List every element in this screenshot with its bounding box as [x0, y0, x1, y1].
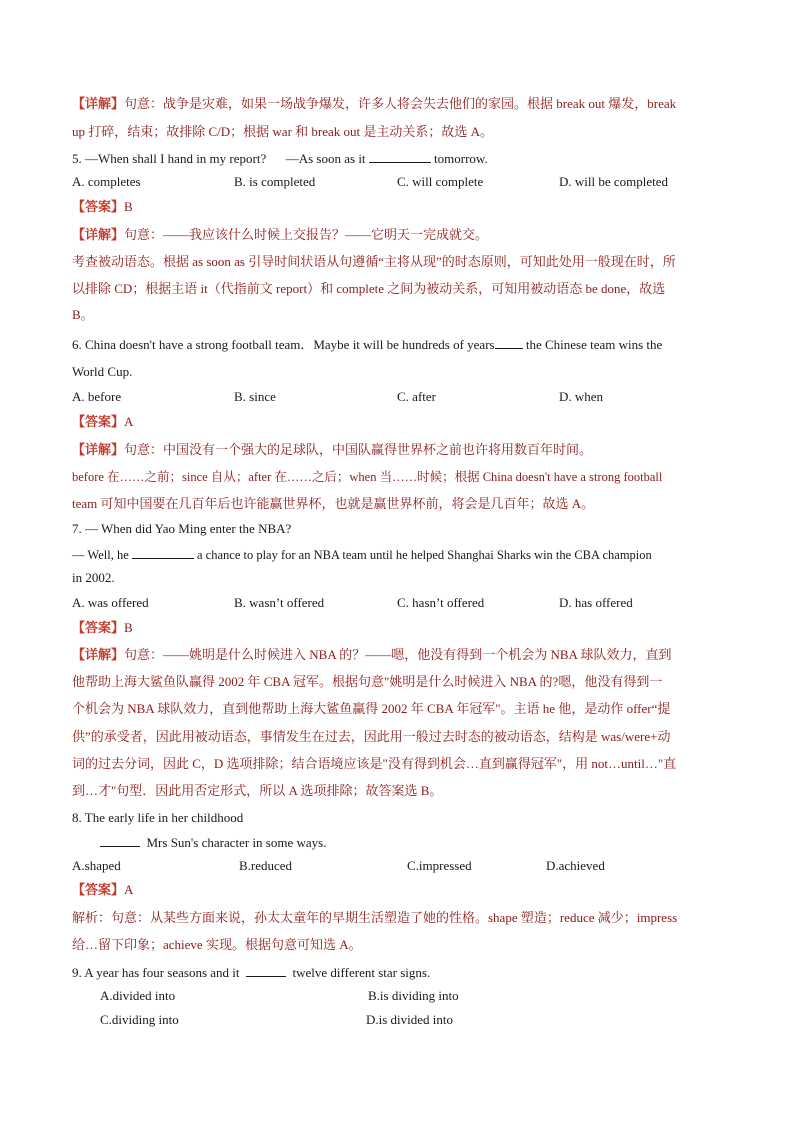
q7-options — [72, 595, 722, 611]
q5-option-b: B. is completed — [234, 174, 316, 189]
q9-option-c: C.dividing into — [100, 1012, 179, 1027]
q9-option-a: A.divided into — [100, 988, 176, 1003]
q7-detail-3: 个机会为 NBA 球队效力，直到他帮助上海大鲨鱼赢得 2002 年 CBA 年冠军"。主语 he 他，是动作 offer“提 — [72, 701, 671, 716]
q5-answer: 【答案】B — [72, 199, 133, 214]
q8-answer: 【答案】A — [72, 882, 134, 897]
q7-stem-1: 7. — When did Yao Ming enter the NBA? — [72, 521, 292, 536]
q8-option-d: D.achieved — [546, 858, 605, 873]
q7-detail-5: 词的过去分词，因此 C，D 选项排除；结合语境应该是"没有得到机会…直到赢得冠军"，用 not…until…"直 — [72, 756, 677, 771]
q6-detail-2: before 在……之前；since 自从；after 在……之后；when 当……时候；根据 China doesn't have a strong football — [72, 470, 663, 484]
detail-tag: 【详解】 — [72, 96, 125, 111]
prev-detail-line-1: 【详解】句意：战争是灾难，如果一场战争爆发，许多人将会失去他们的家园。根据 break out 爆发，break — [72, 96, 677, 111]
q5-option-c: C. will complete — [397, 174, 484, 189]
q8-stem-2: Mrs Sun's character in some ways. — [100, 834, 720, 851]
q6-options — [72, 389, 722, 405]
q8-stem-1: 8. The early life in her childhood — [72, 810, 244, 825]
q8-options — [72, 858, 722, 874]
q6-blank — [495, 336, 523, 349]
q7-blank — [132, 546, 194, 559]
q7-option-c: C. hasn’t offered — [397, 595, 485, 610]
q9-option-b: B.is dividing into — [368, 988, 459, 1003]
q9-blank — [246, 964, 286, 977]
q5-detail-1: 【详解】句意：——我应该什么时候上交报告？——它明天一完成就交。 — [72, 227, 489, 242]
q8-analysis-1: 解析：句意：从某些方面来说，孙太太童年的早期生活塑造了她的性格。shape 塑造；reduce 减少；impress — [72, 910, 678, 925]
q5-options — [72, 174, 722, 190]
q6-option-c: C. after — [397, 389, 436, 404]
q7-detail-4: 供”的承受者，因此用被动语态，事情发生在过去，因此用一般过去时态的被动语态，结构是 was/were+动 — [72, 729, 671, 744]
q6-detail-1: 【详解】句意：中国没有一个强大的足球队，中国队赢得世界杯之前也许将用数百年时间。 — [72, 442, 593, 457]
q7-answer: 【答案】B — [72, 620, 133, 635]
q8-option-b: B.reduced — [239, 858, 293, 873]
q6-answer: 【答案】A — [72, 414, 134, 429]
q6-option-d: D. when — [559, 389, 604, 404]
q7-detail-1: 【详解】句意：——姚明是什么时候进入 NBA 的？——嗯，他没有得到一个机会为 NBA 球队效力，直到 — [72, 647, 672, 662]
q8-option-c: C.impressed — [407, 858, 472, 873]
q9-options-row-2 — [100, 1012, 720, 1028]
q5-option-d: D. will be completed — [559, 174, 669, 189]
q6-stem-2: World Cup. — [72, 364, 133, 379]
q7-option-b: B. wasn’t offered — [234, 595, 325, 610]
q8-analysis-2: 给…留下印象；achieve 实现。根据句意可知选 A。 — [72, 937, 362, 952]
q9-stem: 9. A year has four seasons and it twelve different star signs. — [72, 965, 431, 980]
q7-stem-2: — Well, he a chance to play for an NBA team until he helped Shanghai Sharks win the CBA champion — [72, 548, 652, 562]
q5-detail-2: 考查被动语态。根据 as soon as 引导时间状语从句遵循“主将从现”的时态原则，可知此处用一般现在时，所 — [72, 254, 676, 269]
q7-option-d: D. has offered — [559, 595, 633, 610]
q5-detail-4: B。 — [72, 307, 94, 322]
q7-detail-6: 到…才"句型．因此用否定形式，所以 A 选项排除；故答案选 B。 — [72, 783, 443, 798]
q8-option-a: A.shaped — [72, 858, 121, 873]
q6-stem-1: 6. China doesn't have a strong football team．Maybe it will be hundreds of years the Chinese team wins the — [72, 337, 663, 352]
q6-detail-3: team 可知中国要在几百年后也许能赢世界杯，也就是赢世界杯前，将会是几百年；故选 A。 — [72, 496, 595, 511]
q7-detail-2: 他帮助上海大鲨鱼队赢得 2002 年 CBA 冠军。根据句意"姚明是什么时候进入 NBA 的?嗯，他没有得到一 — [72, 674, 663, 689]
q5-blank — [369, 150, 431, 163]
q5-stem: 5. —When shall I hand in my report? —As soon as it tomorrow. — [72, 151, 488, 166]
q9-option-d: D.is divided into — [366, 1012, 454, 1027]
q6-option-a: A. before — [72, 389, 122, 404]
q6-option-b: B. since — [234, 389, 276, 404]
q9-options-row-1 — [100, 988, 720, 1004]
prev-detail-line-2: up 打碎，结束；故排除 C/D；根据 war 和 break out 是主动关系；故选 A。 — [72, 124, 494, 139]
q5-option-a: A. completes — [72, 174, 141, 189]
q7-stem-3: in 2002. — [72, 570, 115, 585]
q5-detail-3: 以排除 CD；根据主语 it（代指前文 report）和 complete 之间为被动关系，可知用被动语态 be done，故选 — [72, 281, 666, 296]
q8-blank — [100, 834, 140, 847]
q7-option-a: A. was offered — [72, 595, 149, 610]
